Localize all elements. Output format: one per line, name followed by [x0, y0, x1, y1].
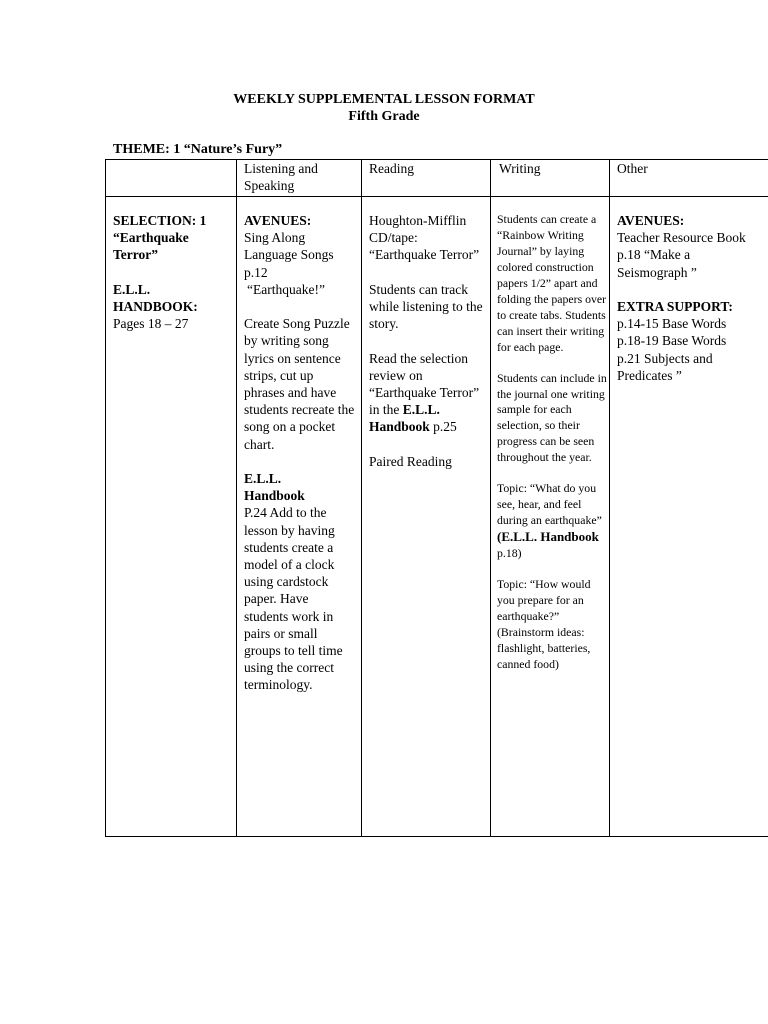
- header-writing: Writing: [499, 161, 541, 176]
- selection-handbook-label: E.L.L. HANDBOOK:: [113, 281, 198, 314]
- writing-handbook-page: p.18): [497, 546, 522, 561]
- column-divider: [236, 159, 237, 837]
- selection-name: “Earthquake Terror”: [113, 230, 189, 263]
- writing-topic-text: Topic: “What do you see, hear, and feel during an earthquake”: [497, 481, 602, 528]
- writing-journal-sample: Students can include in the journal one writing sample for each selection, so their progress can be seen throughout the year.: [497, 370, 607, 465]
- document-title: WEEKLY SUPPLEMENTAL LESSON FORMAT: [233, 92, 535, 107]
- reading-cell: [369, 212, 487, 470]
- other-extra-item: p.14-15 Base Words: [617, 316, 727, 332]
- writing-handbook-label: (E.L.L. Handbook: [497, 529, 599, 545]
- column-divider: [609, 159, 610, 837]
- selection-cell: [113, 212, 231, 332]
- writing-rainbow-journal: Students can create a “Rainbow Writing Journal” by laying colored construction papers 1/2” apart and folding the papers over to create tabs. Students can insert their writing for each page.: [497, 212, 607, 354]
- other-extra-support-label: EXTRA SUPPORT:: [617, 299, 733, 314]
- other-extra-item: p.21 Subjects and Predicates ”: [617, 350, 713, 383]
- writing-cell: [497, 212, 607, 673]
- reading-selection-review: [369, 350, 487, 436]
- reading-handbook-label: E.L.L. Handbook: [369, 402, 440, 435]
- header-listening-speaking: Listening and Speaking: [244, 161, 318, 193]
- listening-handbook-text: P.24 Add to the lesson by having students create a model of a clock using cardstock paper. Have students work in pairs or small groups to tell time using the correct terminology.: [244, 505, 343, 693]
- theme-heading: THEME: 1 “Nature’s Fury”: [113, 142, 283, 157]
- column-divider: [361, 159, 362, 837]
- other-extra-item: p.18-19 Base Words: [617, 333, 727, 349]
- selection-label: SELECTION: 1: [113, 213, 207, 228]
- listening-cell: [244, 212, 356, 694]
- column-divider: [490, 159, 491, 837]
- reading-handbook-page: p.25: [433, 419, 457, 435]
- reading-review-text: Read the selection review on “Earthquake Terror” in the: [369, 350, 480, 418]
- other-avenues-text: Teacher Resource Book p.18 “Make a Seismograph ”: [617, 230, 746, 280]
- header-other: Other: [617, 161, 648, 176]
- document-subtitle: Fifth Grade: [348, 109, 420, 124]
- header-reading: Reading: [369, 161, 414, 176]
- reading-cd-tape: Houghton-Mifflin CD/tape: “Earthquake Terror”: [369, 213, 480, 263]
- header-row-border: [105, 196, 768, 197]
- other-avenues-label: AVENUES:: [617, 213, 685, 228]
- listening-avenues-label: AVENUES:: [244, 213, 312, 228]
- listening-song: “Earthquake!”: [247, 281, 325, 297]
- reading-paired: Paired Reading: [369, 453, 452, 469]
- selection-pages: Pages 18 – 27: [113, 316, 189, 332]
- reading-track: Students can track while listening to the story.: [369, 281, 483, 332]
- other-cell: [617, 212, 763, 384]
- listening-song-puzzle: Create Song Puzzle by writing song lyrics on sentence strips, cut up phrases and have students recreate the song on a pocket chart.: [244, 316, 355, 452]
- writing-topic-earthquake: [497, 481, 607, 562]
- listening-avenues-text: Sing Along Language Songs p.12: [244, 230, 334, 280]
- listening-handbook-label: E.L.L. Handbook: [244, 471, 305, 504]
- column-divider: [105, 159, 106, 837]
- writing-topic-prepare: Topic: “How would you prepare for an earthquake?” (Brainstorm ideas: flashlight, batteries, canned food): [497, 577, 591, 671]
- table-bottom-border: [105, 836, 768, 837]
